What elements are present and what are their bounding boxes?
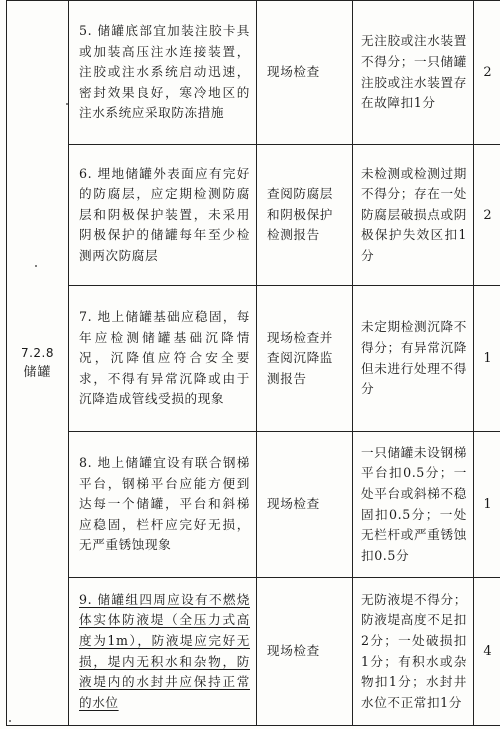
table-row: [7, 286, 500, 432]
criteria-cell: [353, 1, 474, 145]
score-cell: [474, 578, 500, 726]
item-cell: [69, 578, 257, 726]
score-cell: [474, 432, 500, 578]
item-text: 5. 储罐底部宜加装注胶卡具或加装高压注水连接装置，注胶或注水系统启动迅速，密封效果良好，寒冷地区的注水系统应采取防冻措施: [79, 23, 250, 121]
table-row: [7, 1, 500, 145]
criteria-text: 未检测或检测过期不得分；存在一处防腐层破损点或阴极保护失效区扣1分: [361, 165, 467, 263]
method-text: 现场检查并查阅沉降监测报告: [267, 329, 333, 386]
score-cell: [474, 145, 500, 286]
table-row: [7, 432, 500, 578]
score-value: 2: [483, 65, 492, 80]
criteria-cell: [353, 432, 474, 578]
method-text: 现场检查: [267, 64, 320, 80]
method-cell: [257, 286, 353, 432]
section-cell: [7, 1, 69, 726]
section-code: 7.2.8: [20, 346, 55, 360]
inspection-table: [6, 0, 500, 726]
section-name: 储罐: [23, 365, 52, 380]
scan-speck: [9, 720, 11, 722]
criteria-text: 无注胶或注水装置不得分；一只储罐注胶或注水装置存在故障扣1分: [361, 33, 467, 111]
score-value: 2: [483, 207, 492, 223]
score-value: 1: [483, 497, 492, 512]
table-row: [7, 578, 500, 726]
item-cell: [69, 432, 257, 578]
criteria-cell: [353, 578, 474, 726]
method-cell: [257, 145, 353, 286]
criteria-text: 未定期检测沉降不得分；有异常沉降但未进行处理不得分: [361, 319, 467, 397]
item-text: 6. 埋地储罐外表面应有完好的防腐层，应定期检测防腐层和阴极保护装置，未采用阴极保护的储罐每年至少检测两次防腐层: [79, 165, 250, 263]
criteria-text: 无防液堤不得分；防液堤高度不足扣2分；一处破损扣1分；有积水或杂物扣1分；水封井水位不正常扣1分: [361, 591, 467, 710]
score-cell: [474, 286, 500, 432]
table-row: [7, 145, 500, 286]
method-text: 现场检查: [267, 496, 320, 512]
score-cell: [474, 1, 500, 145]
method-text: 现场检查: [267, 643, 320, 659]
item-text: 7. 地上储罐基础应稳固，每年应检测储罐基础沉降情况，沉降值应符合安全要求，不得有异常沉降或由于沉降造成管线受损的现象: [79, 309, 250, 407]
method-cell: [257, 432, 353, 578]
score-value: 4: [483, 644, 492, 659]
item-text: 9. 储罐组四周应设有不燃烧体实体防液堤（全压力式高度为1m），防液堤应完好无损，堤内无积水和杂物，防液堤内的水封井应保持正常的水位: [79, 591, 250, 710]
method-text: 查阅防腐层和阴极保护检测报告: [267, 186, 333, 243]
method-cell: [257, 1, 353, 145]
criteria-cell: [353, 145, 474, 286]
item-cell: [69, 1, 257, 145]
score-value: 1: [483, 351, 492, 366]
item-cell: [69, 286, 257, 432]
item-text: 8. 地上储罐宜设有联合钢梯平台，钢梯平台应能方便到达每一个储罐，平台和斜梯应稳固，栏杆应完好无损，无严重锈蚀现象: [79, 455, 250, 553]
method-cell: [257, 578, 353, 726]
criteria-text: 一只储罐未设钢梯平台扣0.5分；一处平台或斜梯不稳固扣0.5分；一处无栏杆或严重锈蚀扣0.5分: [361, 444, 467, 563]
scan-speck: [66, 103, 68, 105]
item-cell: [69, 145, 257, 286]
scan-speck: [35, 265, 37, 267]
criteria-cell: [353, 286, 474, 432]
